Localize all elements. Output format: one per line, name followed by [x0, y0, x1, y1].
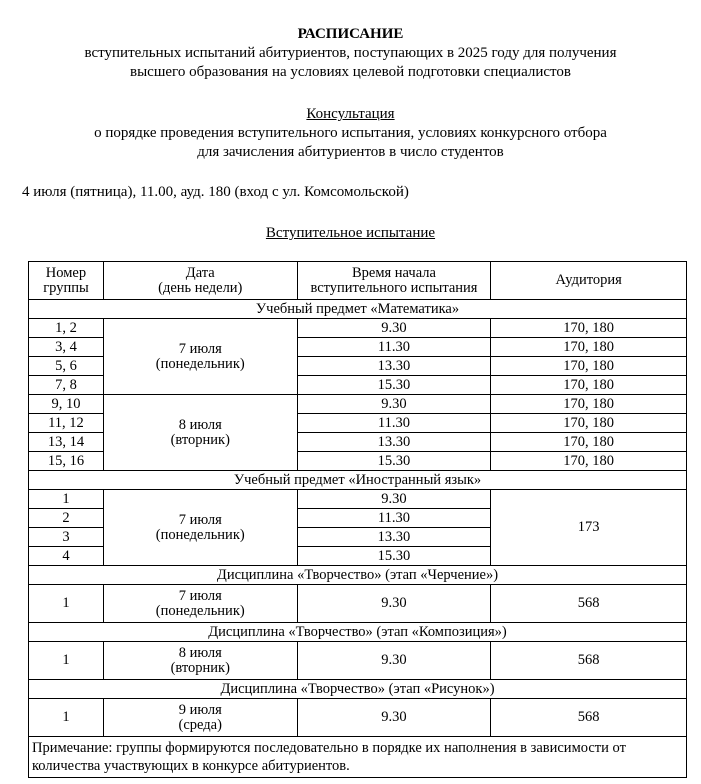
time-cell: 9.30	[297, 319, 491, 338]
table-row	[29, 585, 687, 623]
group-cell: 4	[29, 547, 104, 566]
group-cell: 1	[29, 490, 104, 509]
group-cell: 11, 12	[29, 414, 104, 433]
group-cell: 3	[29, 528, 104, 547]
section-composition	[29, 623, 687, 642]
time-cell: 11.30	[297, 414, 491, 433]
time-cell: 9.30	[297, 699, 491, 737]
group-cell: 7, 8	[29, 376, 104, 395]
time-cell: 9.30	[297, 490, 491, 509]
room-cell: 170, 180	[491, 376, 687, 395]
room-cell: 170, 180	[491, 319, 687, 338]
document-title: РАСПИСАНИЕ	[297, 26, 404, 42]
header-group: Номер группы	[29, 262, 104, 300]
section-math	[29, 300, 687, 319]
table-row	[29, 699, 687, 737]
room-cell: 170, 180	[491, 395, 687, 414]
group-cell: 1	[29, 585, 104, 623]
room-cell: 173	[491, 490, 687, 566]
table-row	[29, 490, 687, 509]
room-cell: 568	[491, 585, 687, 623]
group-cell: 3, 4	[29, 338, 104, 357]
group-cell: 2	[29, 509, 104, 528]
section-title: Дисциплина «Творчество» (этап «Композиция»)	[29, 623, 687, 642]
section-title: Дисциплина «Творчество» (этап «Рисунок»)	[29, 680, 687, 699]
room-cell: 568	[491, 642, 687, 680]
subtitle-line-1: вступительных испытаний абитуриентов, поступающих в 2025 году для получения	[84, 45, 617, 61]
room-cell: 170, 180	[491, 357, 687, 376]
table-row	[29, 642, 687, 680]
group-cell: 15, 16	[29, 452, 104, 471]
exam-heading: Вступительное испытание	[265, 225, 436, 241]
header-room: Аудитория	[491, 262, 687, 300]
group-cell: 13, 14	[29, 433, 104, 452]
room-cell: 170, 180	[491, 338, 687, 357]
time-cell: 9.30	[297, 585, 491, 623]
time-cell: 11.30	[297, 338, 491, 357]
section-title: Дисциплина «Творчество» (этап «Черчение»)	[29, 566, 687, 585]
group-cell: 1	[29, 699, 104, 737]
room-cell: 568	[491, 699, 687, 737]
time-cell: 15.30	[297, 547, 491, 566]
date-cell: 7 июля (понедельник)	[103, 490, 297, 566]
note-row	[29, 737, 687, 778]
room-cell: 170, 180	[491, 414, 687, 433]
section-foreign-language	[29, 471, 687, 490]
consultation-info: 4 июля (пятница), 11.00, ауд. 180 (вход с ул. Комсомольской)	[22, 184, 409, 200]
time-cell: 9.30	[297, 395, 491, 414]
time-cell: 13.30	[297, 357, 491, 376]
date-cell: 7 июля (понедельник)	[103, 319, 297, 395]
date-cell: 8 июля (вторник)	[103, 642, 297, 680]
date-cell: 9 июля (среда)	[103, 699, 297, 737]
table-row	[29, 395, 687, 414]
note-text: Примечание: группы формируются последовательно в порядке их наполнения в зависимости от количества участвующих в конкурсе абитуриентов.	[29, 737, 687, 778]
group-cell: 5, 6	[29, 357, 104, 376]
time-cell: 15.30	[297, 376, 491, 395]
section-sketch	[29, 680, 687, 699]
section-title: Учебный предмет «Иностранный язык»	[29, 471, 687, 490]
subtitle-line-2: высшего образования на условиях целевой подготовки специалистов	[130, 64, 571, 80]
time-cell: 13.30	[297, 433, 491, 452]
date-cell: 7 июля (понедельник)	[103, 585, 297, 623]
room-cell: 170, 180	[491, 433, 687, 452]
section-title: Учебный предмет «Математика»	[29, 300, 687, 319]
room-cell: 170, 180	[491, 452, 687, 471]
time-cell: 13.30	[297, 528, 491, 547]
schedule-table	[28, 261, 687, 778]
header-date: Дата (день недели)	[103, 262, 297, 300]
group-cell: 1, 2	[29, 319, 104, 338]
date-cell: 8 июля (вторник)	[103, 395, 297, 471]
header-time: Время начала вступительного испытания	[297, 262, 491, 300]
time-cell: 11.30	[297, 509, 491, 528]
consultation-heading: Консультация	[306, 106, 395, 122]
section-drawing	[29, 566, 687, 585]
consultation-line-2: для зачисления абитуриентов в число студентов	[197, 144, 504, 160]
table-row	[29, 319, 687, 338]
group-cell: 1	[29, 642, 104, 680]
time-cell: 15.30	[297, 452, 491, 471]
group-cell: 9, 10	[29, 395, 104, 414]
table-header-row	[29, 262, 687, 300]
time-cell: 9.30	[297, 642, 491, 680]
consultation-line-1: о порядке проведения вступительного испытания, условиях конкурсного отбора	[94, 125, 607, 141]
